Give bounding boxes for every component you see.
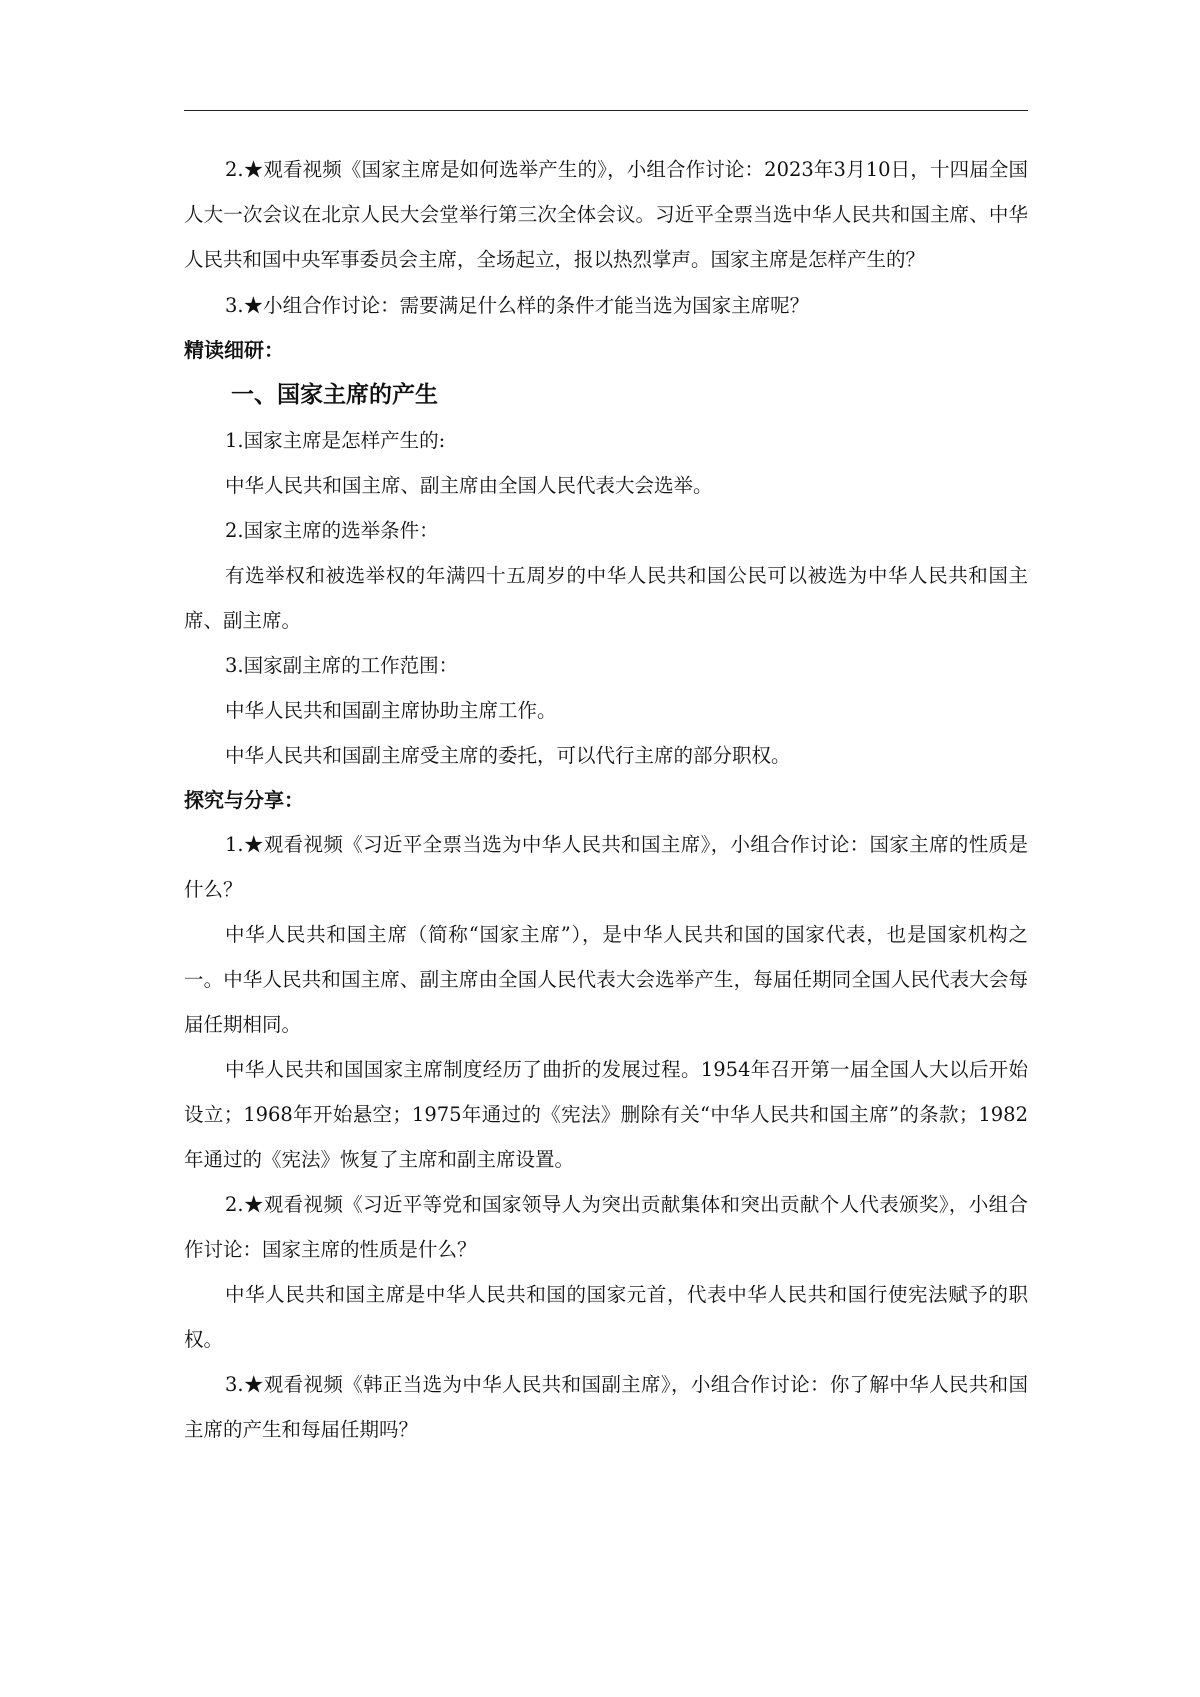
close-reading-q1: 1.国家主席是怎样产生的:: [225, 429, 446, 452]
close-reading-heading: 精读细研：: [184, 338, 284, 362]
preview-item-3: 3.★小组合作讨论：需要满足什么样的条件才能当选为国家主席呢？: [225, 294, 810, 317]
close-reading-a3b: 中华人民共和国副主席受主席的委托，可以代行主席的部分职权。: [225, 744, 791, 767]
close-reading-q2: 2.国家主席的选举条件：: [225, 519, 439, 542]
explore-paragraph-1: 中华人民共和国主席（简称“国家主席”），是中华人民共和国的国家代表，也是国家机构之一。中华人民共和国主席、副主席由全国人民代表大会选举产生，每届任期同全国人民代表大会每届任期相同。: [184, 923, 1028, 1036]
explore-paragraph-2: 中华人民共和国国家主席制度经历了曲折的发展过程。1954年召开第一届全国人大以后开始设立；1968年开始悬空；1975年通过的《宪法》删除有关“中华人民共和国主席”的条款；1982年通过的《宪法》恢复了主席和副主席设置。: [184, 1058, 1028, 1171]
preview-item-2: 2.★观看视频《国家主席是如何选举产生的》，小组合作讨论：2023年3月10日，十四届全国人大一次会议在北京人民大会堂举行第三次全体会议。习近平全票当选中华人民共和国主席、中华人民共和国中央军事委员会主席，全场起立，报以热烈掌声。国家主席是怎样产生的？: [184, 158, 1028, 271]
close-reading-a3a: 中华人民共和国副主席协助主席工作。: [225, 699, 557, 722]
explore-item-3: 3.★观看视频《韩正当选为中华人民共和国副主席》，小组合作讨论：你了解中华人民共和国主席的产生和每届任期吗？: [184, 1373, 1028, 1441]
explore-item-2: 2.★观看视频《习近平等党和国家领导人为突出贡献集体和突出贡献个人代表颁奖》，小组合作讨论：国家主席的性质是什么？: [184, 1193, 1028, 1261]
close-reading-a2: 有选举权和被选举权的年满四十五周岁的中华人民共和国公民可以被选为中华人民共和国主席、副主席。: [184, 564, 1028, 632]
explore-item-1: 1.★观看视频《习近平全票当选为中华人民共和国主席》，小组合作讨论：国家主席的性质是什么？: [184, 833, 1028, 901]
explore-paragraph-3: 中华人民共和国主席是中华人民共和国的国家元首，代表中华人民共和国行使宪法赋予的职权。: [184, 1283, 1028, 1351]
close-reading-a1: 中华人民共和国主席、副主席由全国人民代表大会选举。: [225, 474, 713, 497]
header-rule: [184, 110, 1028, 111]
close-reading-q3: 3.国家副主席的工作范围：: [225, 654, 459, 677]
section-title: 一、国家主席的产生: [231, 382, 438, 408]
document-body: [184, 147, 1028, 1452]
explore-heading: 探究与分享：: [184, 788, 304, 812]
